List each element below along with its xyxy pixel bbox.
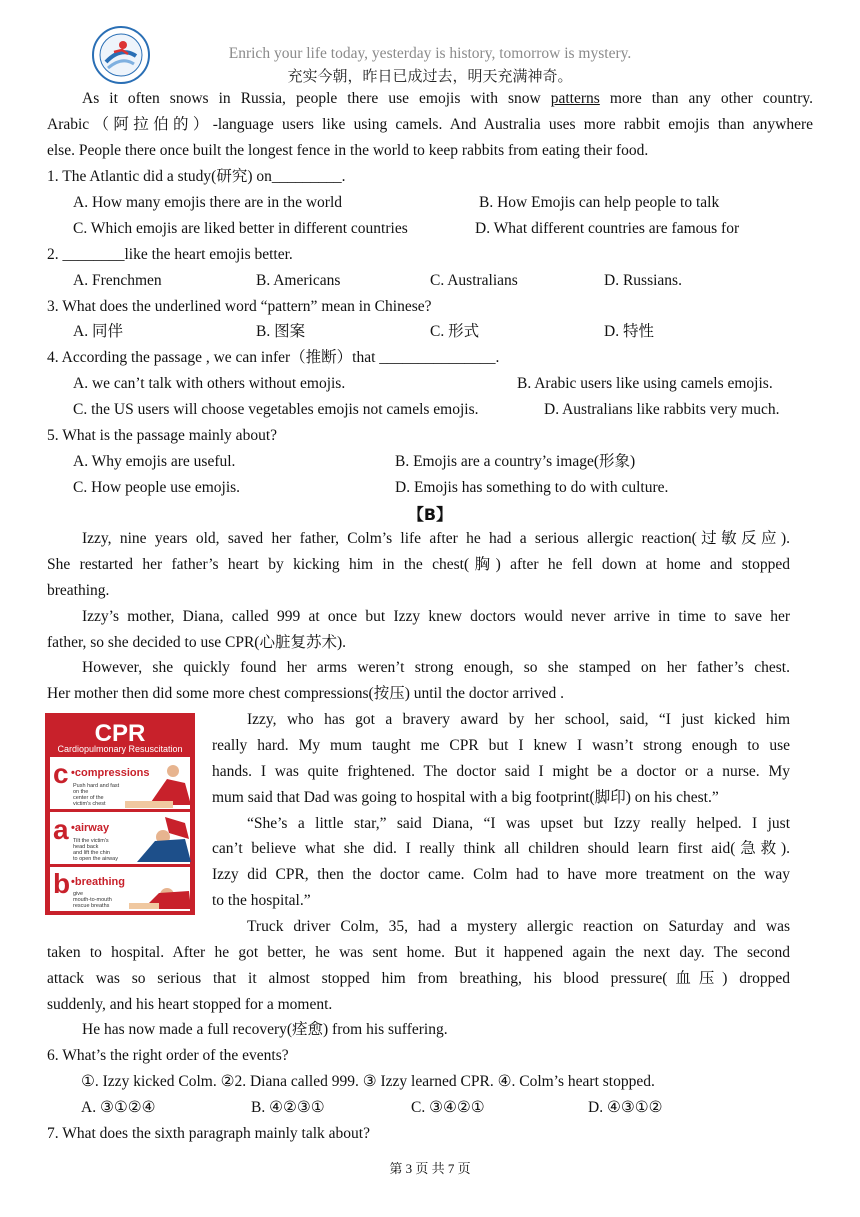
- poster-b-letter: b: [53, 868, 71, 899]
- passage-b-line: Izzy, who has got a bravery award by her school, said, “I just kicked him: [247, 711, 790, 728]
- question-2-option-c: C. Australians: [430, 272, 518, 289]
- question-5-option-a: A. Why emojis are useful.: [73, 453, 236, 470]
- passage-b-line: taken to hospital. After he got better, he was sent home. But it happened again the next day. The second: [47, 944, 790, 961]
- question-6-items: ①. Izzy kicked Colm. ②2. Diana called 999. ③ Izzy learned CPR. ④. Colm’s heart stopped.: [81, 1073, 655, 1090]
- question-7: 7. What does the sixth paragraph mainly talk about?: [47, 1125, 370, 1142]
- question-1-option-d: D. What different countries are famous for: [475, 220, 740, 237]
- poster-b-text: give: [73, 891, 84, 897]
- passage-b-line: “She’s a little star,” said Diana, “I was upset but Izzy really helped. I just: [247, 815, 790, 832]
- question-2-option-d: D. Russians.: [604, 272, 682, 289]
- question-3-option-d: D. 特性: [604, 323, 654, 340]
- passage-b-line: Izzy, nine years old, saved her father, Colm’s life after he had a serious allergic reaction(过敏反应).: [82, 530, 790, 547]
- question-1-option-a: A. How many emojis there are in the world: [73, 194, 343, 211]
- passage-b-line: He has now made a full recovery(痊愈) from his suffering.: [82, 1021, 448, 1038]
- poster-a-text: and lift the chin: [73, 850, 110, 856]
- header-motto-chinese: 充实今朝，昨日已成过去，明天充满神奇。: [287, 67, 573, 85]
- poster-a-letter: a: [53, 814, 69, 845]
- question-1: 1. The Atlantic did a study(研究) on_________.: [47, 168, 346, 185]
- poster-b-text: mouth-to-mouth: [73, 897, 112, 903]
- passage-b-line: suddenly, and his heart stopped for a moment.: [47, 996, 333, 1013]
- underlined-word-patterns: patterns: [550, 90, 600, 107]
- question-4-option-d: D. Australians like rabbits very much.: [544, 401, 780, 418]
- poster-c-text: victim's chest: [73, 801, 106, 807]
- question-1-option-c: C. Which emojis are liked better in different countries: [73, 220, 408, 237]
- passage-a-line-1: [82, 89, 813, 109]
- question-1-option-b: B. How Emojis can help people to talk: [479, 194, 720, 211]
- poster-c-text: center of the: [73, 795, 104, 801]
- question-6: 6. What’s the right order of the events?: [47, 1047, 289, 1064]
- passage-b-line: mum said that Dad was going to hospital with a big footprint(脚印) on his chest.”: [212, 789, 719, 806]
- question-6-option-b: B. ④②③①: [251, 1099, 325, 1116]
- passage-b-line: father, so she decided to use CPR(心脏复苏术).: [47, 634, 346, 651]
- section-b-title: 【B】: [407, 505, 453, 524]
- passage-b-line: can’t believe what she did. I really think all children should learn first aid(急救).: [212, 840, 790, 857]
- question-3-option-c: C. 形式: [430, 323, 480, 340]
- question-5-option-c: C. How people use emojis.: [73, 479, 241, 496]
- passage-a-text: more than any other country.: [599, 90, 813, 107]
- poster-c-label: •compressions: [71, 767, 150, 779]
- page-header: [0, 22, 860, 86]
- passage-b-line: Izzy did CPR, then the doctor came. Colm had to have more treatment on the way: [212, 866, 790, 883]
- question-3-option-a: A. 同伴: [73, 323, 123, 340]
- poster-c-text: on the: [73, 789, 89, 795]
- poster-c-letter: c: [53, 758, 69, 789]
- poster-a-label: •airway: [71, 822, 110, 834]
- question-3: 3. What does the underlined word “pattern” mean in Chinese?: [47, 298, 432, 315]
- passage-b-line: However, she quickly found her arms weren’t strong enough, so she stamped on her father’s chest.: [82, 659, 790, 676]
- question-6-option-c: C. ③④②①: [411, 1099, 485, 1116]
- question-6-option-d: D. ④③①②: [588, 1099, 663, 1116]
- poster-title: CPR: [94, 720, 146, 747]
- passage-b-line: Izzy’s mother, Diana, called 999 at once but Izzy knew doctors would never arrive in time to save her: [82, 608, 790, 625]
- question-4-option-c: C. the US users will choose vegetables emojis not camels emojis.: [73, 401, 479, 418]
- header-motto-english: Enrich your life today, yesterday is history, tomorrow is mystery.: [228, 45, 632, 62]
- passage-b-line: to the hospital.”: [212, 892, 311, 909]
- poster-c-text: Push hard and fast: [73, 783, 120, 789]
- question-5-option-d: D. Emojis has something to do with culture.: [395, 479, 669, 496]
- passage-b-line: Truck driver Colm, 35, had a mystery allergic reaction on Saturday and was: [247, 918, 790, 935]
- poster-a-text: to open the airway: [73, 856, 118, 862]
- passage-a-line-3: else. People there once built the longest fence in the world to keep rabbits from eating their food.: [47, 142, 649, 159]
- question-4: 4. According the passage , we can infer（推断）that _______________.: [47, 349, 500, 366]
- passage-b-line: really hard. My mum taught me CPR but I knew I wasn’t strong enough to use: [212, 737, 790, 754]
- question-5: 5. What is the passage mainly about?: [47, 427, 278, 444]
- poster-subtitle: Cardiopulmonary Resuscitation: [57, 744, 183, 754]
- page-number: 第 3 页 共 7 页: [389, 1161, 471, 1176]
- passage-a-text: As it often snows in Russia, people there use emojis with snow: [82, 90, 551, 107]
- question-4-option-b: B. Arabic users like using camels emojis.: [517, 375, 773, 392]
- question-4-option-a: A. we can’t talk with others without emojis.: [73, 375, 346, 392]
- passage-b-line: hands. I was quite frightened. The doctor said I might be a doctor or a nurse. My: [212, 763, 790, 780]
- question-2: 2. ________like the heart emojis better.: [47, 246, 293, 263]
- question-2-option-a: A. Frenchmen: [73, 272, 162, 289]
- question-2-option-b: B. Americans: [256, 272, 341, 289]
- passage-b-line: attack was so serious that it almost stopped him from breathing, his blood pressure(血压) dropped: [47, 970, 790, 987]
- passage-b-line: Her mother then did some more chest compressions(按压) until the doctor arrived .: [47, 685, 564, 702]
- poster-a-text: Tilt the victim's: [73, 838, 109, 844]
- poster-b-text: rescue breaths: [73, 903, 110, 909]
- cpr-poster: [45, 713, 195, 915]
- question-6-option-a: A. ③①②④: [81, 1099, 156, 1116]
- question-5-option-b: B. Emojis are a country’s image(形象): [395, 453, 636, 470]
- poster-a-text: head back: [73, 844, 99, 850]
- poster-b-label: •breathing: [71, 876, 125, 888]
- passage-b-line: She restarted her father’s heart by kicking him in the chest(胸) after he fell down at home and stopped: [47, 556, 790, 573]
- passage-b-line: breathing.: [47, 582, 110, 599]
- question-3-option-b: B. 图案: [256, 323, 306, 340]
- passage-a-line-2: Arabic（阿拉伯的）-language users like using camels. And Australia uses more rabbit emojis than anywhere: [47, 116, 813, 133]
